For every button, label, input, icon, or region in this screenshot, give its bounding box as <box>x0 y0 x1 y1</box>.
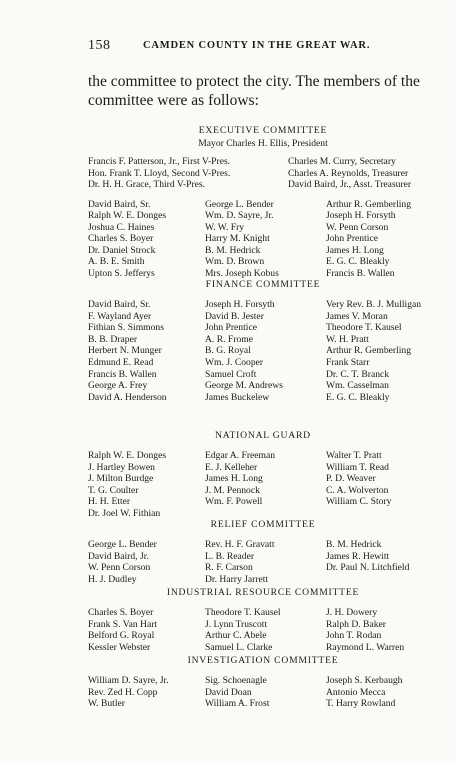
section-title: RELIEF COMMITTEE <box>210 519 316 530</box>
member-grid <box>88 675 438 710</box>
page-number: 158 <box>88 38 111 53</box>
member-name: Theodore T. Kausel <box>326 322 402 334</box>
member-name: William C. Story <box>326 496 392 508</box>
member-column <box>88 675 205 710</box>
member-name: Francis B. Wallen <box>326 268 395 280</box>
officer-entry: Dr. H. H. Grace, Third V-Pres. <box>88 179 206 190</box>
member-name: J. H. Dowery <box>326 607 378 618</box>
member-column <box>205 199 326 280</box>
member-name: Very Rev. B. J. Mulligan <box>326 299 422 310</box>
member-name: David Baird, Sr. <box>88 198 151 210</box>
member-name: Frank Starr <box>326 356 370 368</box>
member-name: Belford G. Royal <box>88 630 155 642</box>
member-name: C. A. Wolverton <box>326 484 389 496</box>
member-name: W. H. Pratt <box>326 333 369 345</box>
member-name: Frank S. Van Hart <box>88 618 158 630</box>
member-name: James H. Long <box>205 473 263 485</box>
section-title: FINANCE COMMITTEE <box>205 279 321 290</box>
member-column <box>205 450 326 520</box>
member-name: Joseph H. Forsyth <box>326 210 396 222</box>
member-column <box>88 607 205 653</box>
member-name: Rev. H. F. Gravatt <box>205 539 275 550</box>
member-grid <box>88 199 438 280</box>
member-name: E. G. C. Bleakly <box>326 256 390 268</box>
member-grid <box>88 450 438 520</box>
member-name: Dr. C. T. Branck <box>326 368 390 380</box>
member-name: Ralph W. E. Donges <box>88 450 167 461</box>
member-column <box>326 675 438 710</box>
member-name: Raymond L. Warren <box>326 641 405 653</box>
officers-list <box>88 156 438 191</box>
member-name: Joshua C. Haines <box>88 221 155 233</box>
member-name: Joseph H. Forsyth <box>205 299 275 310</box>
member-name: James H. Long <box>326 244 384 256</box>
member-grid <box>88 299 438 403</box>
member-name: H. J. Dudley <box>88 573 137 585</box>
officer-entry: David Baird, Jr., Asst. Treasurer <box>288 179 412 190</box>
member-name: Wm. D. Brown <box>205 256 265 268</box>
member-column <box>88 199 205 280</box>
member-name: T. G. Coulter <box>88 484 139 496</box>
member-grid <box>88 607 438 653</box>
member-name: Walter T. Pratt <box>326 450 382 461</box>
member-name: B. M. Hedrick <box>326 539 382 550</box>
member-name: Edgar A. Freeman <box>205 450 276 461</box>
member-name: L. B. Reader <box>205 550 255 562</box>
member-column <box>88 299 205 403</box>
industrial-resource-committee-section <box>88 586 438 653</box>
member-name: Edmund E. Read <box>88 356 154 368</box>
member-name: B. B. Draper <box>88 333 138 345</box>
member-name: John T. Rodan <box>326 630 382 642</box>
member-name: Harry M. Knight <box>205 233 270 245</box>
member-name: George L. Bender <box>205 198 274 210</box>
section-title: EXECUTIVE COMMITTEE <box>198 125 328 136</box>
member-grid <box>88 539 438 585</box>
member-name: David B. Jester <box>205 310 264 322</box>
member-name: Wm. Casselman <box>326 380 389 392</box>
member-name: Samuel L. Clarke <box>205 641 273 653</box>
member-name: A. R. Frome <box>205 333 253 345</box>
member-name: J. M. Pennock <box>205 484 260 496</box>
running-header <box>88 38 436 58</box>
member-name: B. G. Royal <box>205 345 251 357</box>
member-name: J. Hartley Bowen <box>88 461 155 473</box>
finance-committee-section <box>88 278 438 403</box>
member-name: Antonio Mecca <box>326 686 386 698</box>
member-name: Samuel Croft <box>205 368 257 380</box>
officer-entry: Charles A. Reynolds, Treasurer <box>288 167 409 179</box>
member-name: John Prentice <box>326 233 378 245</box>
officer-entry: Francis F. Patterson, Jr., First V-Pres. <box>88 156 231 167</box>
member-name: George M. Andrews <box>205 380 283 392</box>
president-line: Mayor Charles H. Ellis, President <box>198 138 328 149</box>
member-name: David Baird, Jr. <box>88 550 149 562</box>
national-guard-section <box>88 429 438 520</box>
member-name: Upton S. Jefferys <box>88 268 155 280</box>
member-name: Joseph S. Kerbaugh <box>326 675 403 686</box>
member-name: F. Wayland Ayer <box>88 310 152 322</box>
member-name: B. M. Hedrick <box>205 244 261 256</box>
member-name: William D. Sayre, Jr. <box>88 675 169 686</box>
member-name: Arthur R. Gemberling <box>326 198 411 210</box>
member-name: J. Milton Burdge <box>88 473 154 485</box>
member-name: David A. Henderson <box>88 391 167 403</box>
member-name: P. D. Weaver <box>326 473 376 485</box>
member-column <box>326 607 438 653</box>
member-column <box>205 539 326 585</box>
member-name: A. B. E. Smith <box>88 256 145 268</box>
member-name: David Doan <box>205 686 252 698</box>
member-name: John Prentice <box>205 322 257 334</box>
investigation-committee-section <box>88 654 438 710</box>
member-name: William T. Read <box>326 461 389 473</box>
member-name: Wm. J. Cooper <box>205 356 264 368</box>
officer-entry: Charles M. Curry, Secretary <box>288 156 396 167</box>
member-name: W. Penn Corson <box>88 562 151 574</box>
member-name: Arthur C. Abele <box>205 630 267 642</box>
member-column <box>326 299 438 403</box>
member-name: E. J. Kelleher <box>205 461 258 473</box>
member-column <box>88 539 205 585</box>
member-name: Ralph W. E. Donges <box>88 210 167 222</box>
section-title: NATIONAL GUARD <box>215 430 311 441</box>
member-name: Dr. Joel W. Fithian <box>88 507 161 519</box>
relief-committee-section <box>88 518 438 585</box>
member-name: Wm. D. Sayre, Jr. <box>205 210 274 222</box>
member-name: Dr. Paul N. Litchfield <box>326 562 410 574</box>
officer-row <box>88 156 438 168</box>
member-name: Wm. F. Powell <box>205 496 263 508</box>
member-name: Sig. Schoenagle <box>205 675 267 686</box>
member-name: T. Harry Rowland <box>326 698 396 710</box>
member-name: Mrs. Joseph Kobus <box>205 268 279 280</box>
member-column <box>326 450 438 520</box>
member-name: William A. Frost <box>205 698 270 710</box>
member-name: H. H. Etter <box>88 496 131 508</box>
member-name: Charles S. Boyer <box>88 607 154 618</box>
officer-row <box>88 168 438 180</box>
member-name: Herbert N. Munger <box>88 345 162 357</box>
member-column <box>326 199 438 280</box>
member-name: R. F. Carson <box>205 562 253 574</box>
member-column <box>205 299 326 403</box>
member-name: George L. Bender <box>88 539 157 550</box>
member-name: E. G. C. Bleakly <box>326 391 390 403</box>
member-name: James Buckelew <box>205 391 270 403</box>
officer-entry: Hon. Frank T. Lloyd, Second V-Pres. <box>88 167 231 179</box>
executive-committee-section <box>88 124 438 280</box>
member-name: Charles S. Boyer <box>88 233 154 245</box>
member-column <box>205 607 326 653</box>
member-name: Kessler Webster <box>88 641 151 653</box>
member-name: Dr. Daniel Strock <box>88 244 156 256</box>
member-name: George A. Frey <box>88 380 148 392</box>
member-name: J. Lynn Truscott <box>205 618 268 630</box>
member-name: W. Penn Corson <box>326 221 389 233</box>
member-name: Arthur R. Gemberling <box>326 345 411 357</box>
member-name: Theodore T. Kausel <box>205 607 281 618</box>
member-name: David Baird, Sr. <box>88 299 151 310</box>
member-name: Dr. Harry Jarrett <box>205 573 269 585</box>
member-name: James R. Hewitt <box>326 550 390 562</box>
intro-paragraph: the committee to protect the city. The members of the committee were as follows: <box>88 73 420 109</box>
member-name: James V. Moran <box>326 310 388 322</box>
member-name: Fithian S. Simmons <box>88 322 164 334</box>
member-column <box>326 539 438 585</box>
member-name: W. W. Fry <box>205 221 245 233</box>
member-name: Francis B. Wallen <box>88 368 157 380</box>
officer-row <box>88 179 438 191</box>
member-column <box>205 675 326 710</box>
running-title: CAMDEN COUNTY IN THE GREAT WAR. <box>143 40 371 51</box>
member-name: Rev. Zed H. Copp <box>88 686 158 698</box>
member-name: Ralph D. Baker <box>326 618 386 630</box>
member-name: W. Butler <box>88 698 125 710</box>
section-title: INVESTIGATION COMMITTEE <box>187 655 339 666</box>
member-column <box>88 450 205 520</box>
section-title: INDUSTRIAL RESOURCE COMMITTEE <box>166 587 360 598</box>
